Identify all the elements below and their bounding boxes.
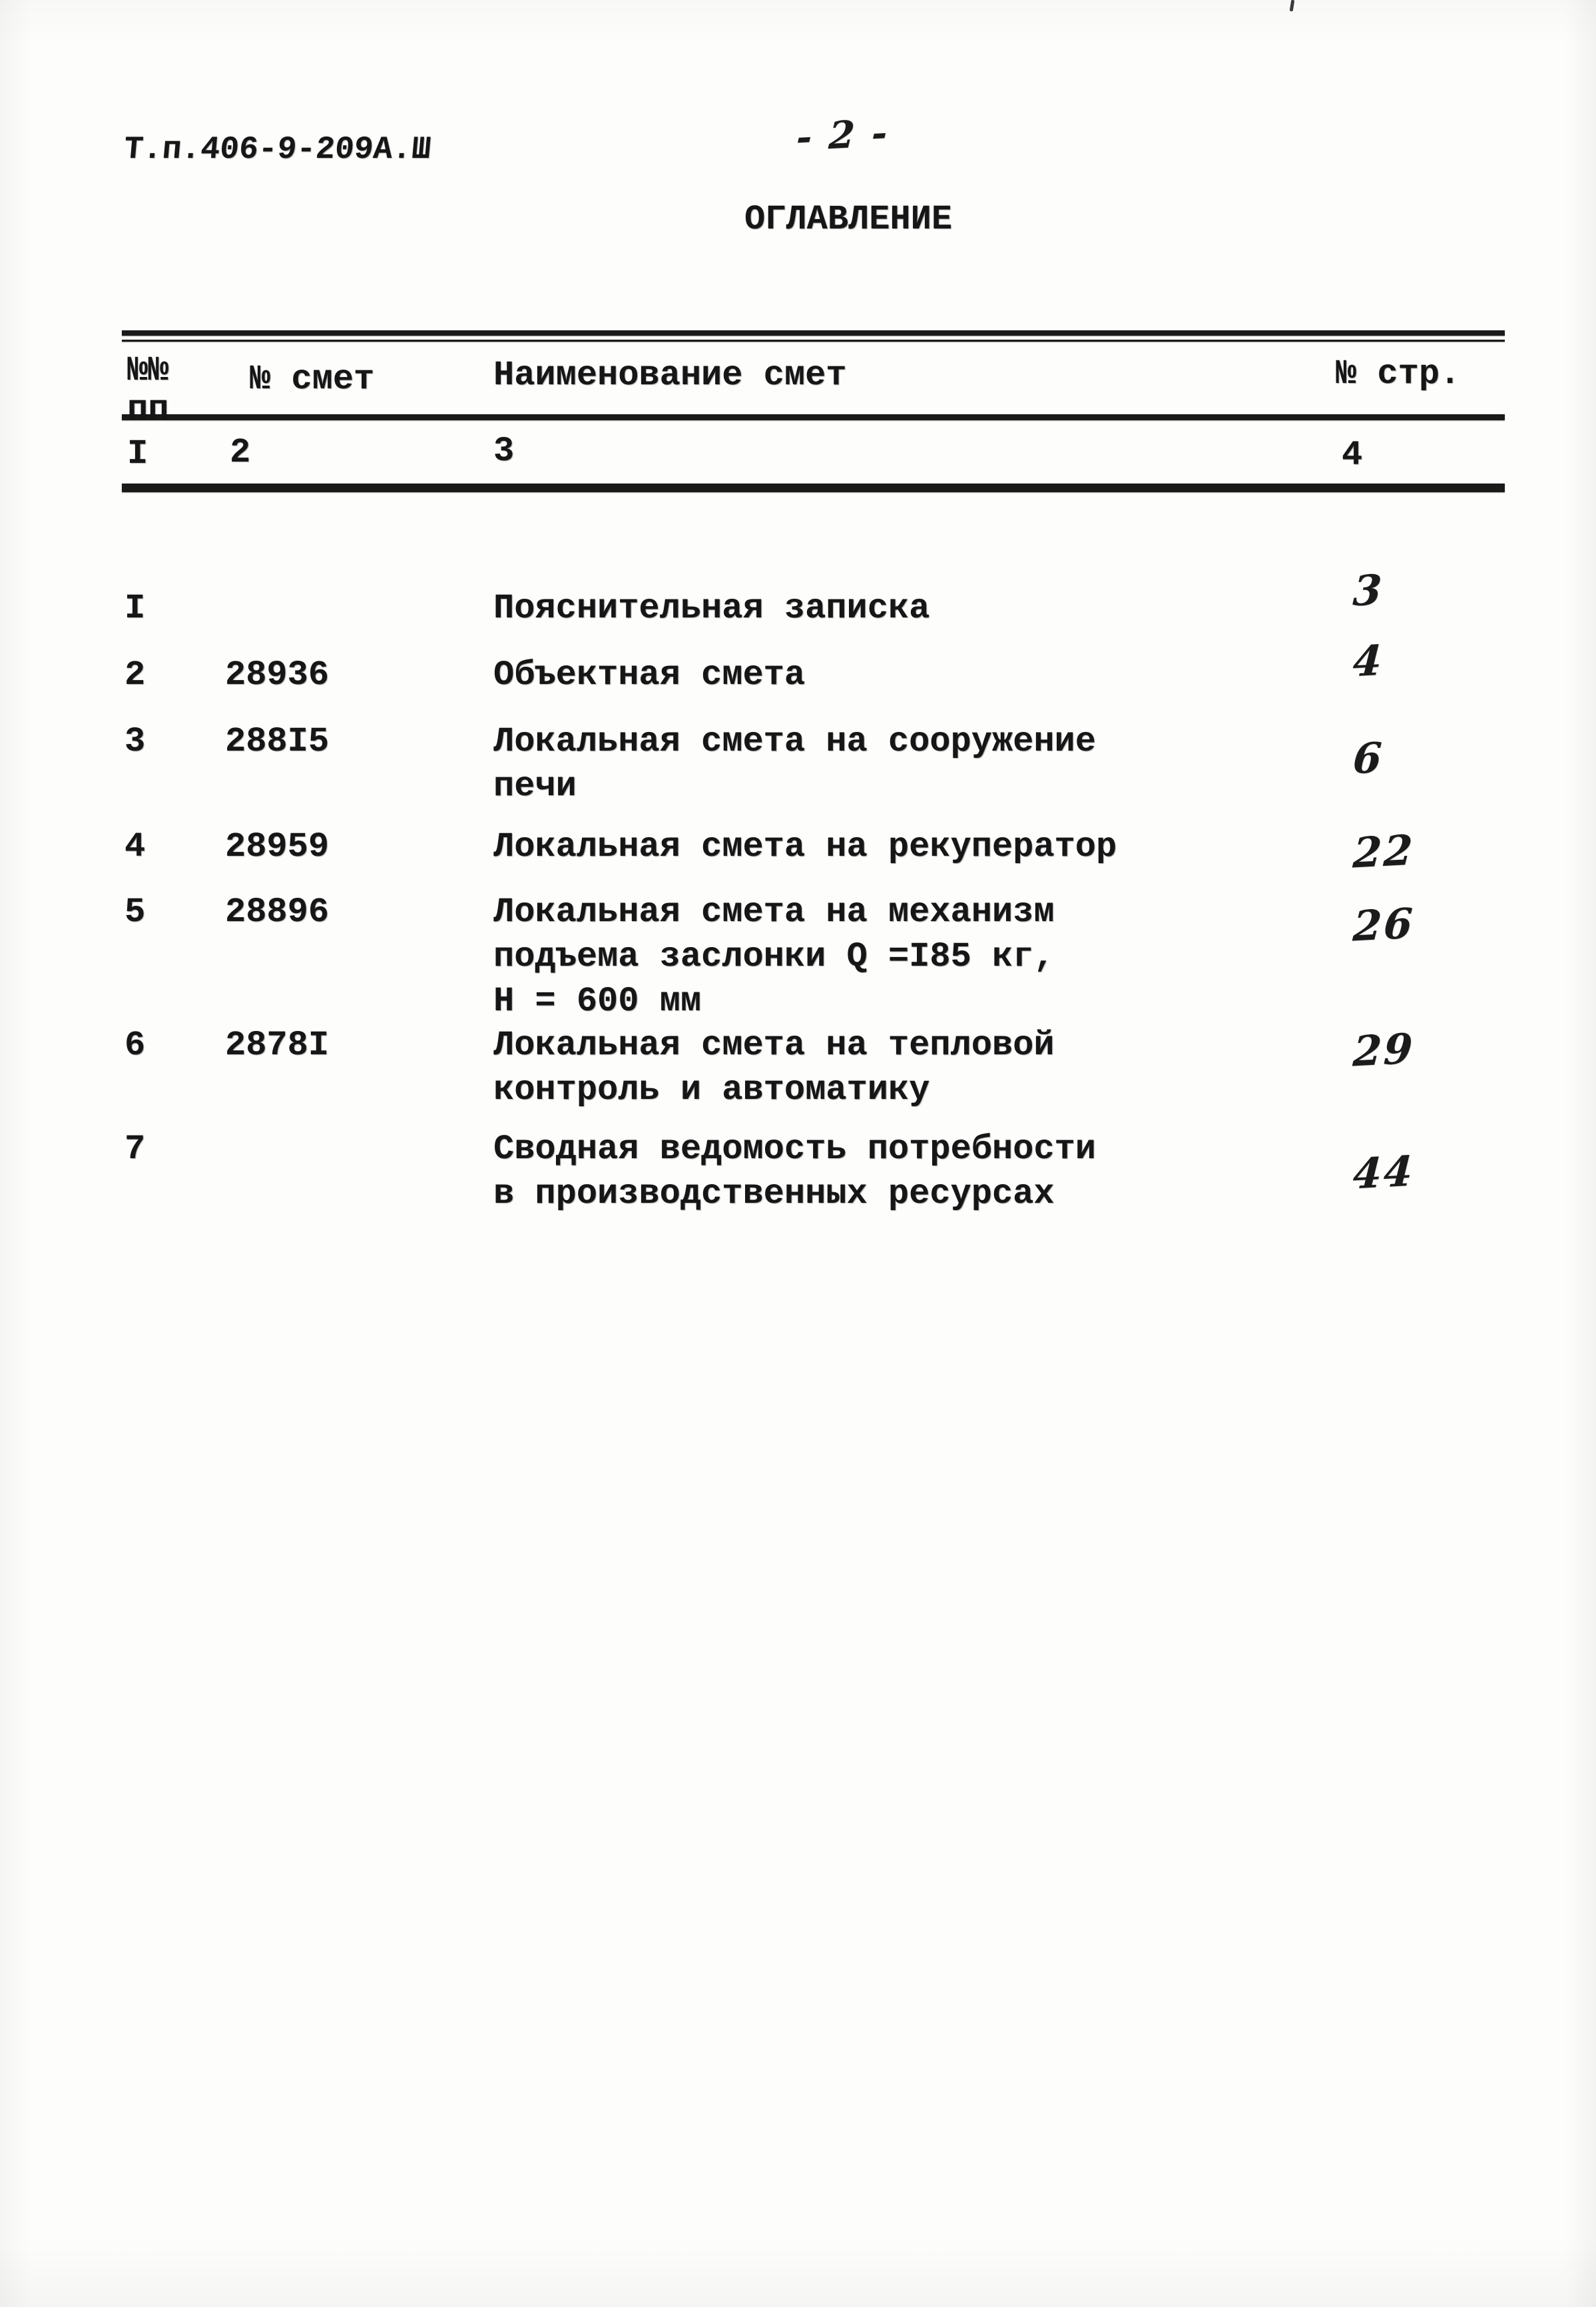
estimate-name: Локальная смета на тепловой контроль и автоматику — [493, 1026, 1055, 1110]
estimate-name: Объектная смета — [493, 655, 806, 695]
page-ref: 3 — [1352, 565, 1386, 616]
row-number: 5 — [125, 892, 146, 932]
page-ref: 4 — [1352, 635, 1386, 687]
estimate-number: 28896 — [225, 892, 330, 932]
scan-artifact-mark — [1290, 0, 1295, 11]
doc-code: Т.п.406-9-209А.Ш — [122, 132, 433, 168]
column-number-4: 4 — [1342, 436, 1363, 475]
row-number: 7 — [125, 1130, 146, 1169]
estimate-number: 28936 — [225, 655, 330, 695]
column-number-2: 2 — [230, 433, 251, 472]
estimate-name: Локальная смета на сооружение печи — [493, 722, 1096, 806]
table-rule-top-thin — [122, 340, 1505, 342]
estimate-number: 2878I — [225, 1026, 330, 1065]
header-col-row-number: №№ пп — [127, 351, 169, 429]
estimate-name: Пояснительная записка — [493, 589, 930, 628]
row-number: 3 — [125, 722, 146, 761]
column-number-1: I — [127, 434, 148, 474]
table-rule-under-numbers — [122, 484, 1505, 492]
estimate-number: 288I5 — [225, 722, 330, 761]
header-col-page-number: № стр. — [1336, 354, 1461, 394]
page-ref: 26 — [1352, 898, 1416, 951]
header-col-estimate-number: № смет — [250, 360, 375, 399]
page-title: ОГЛАВЛЕНИЕ — [744, 200, 953, 239]
estimate-number: 28959 — [225, 827, 330, 866]
estimate-name: Сводная ведомость потребности в производственных ресурсах — [493, 1130, 1096, 1213]
table-rule-top — [122, 330, 1505, 336]
page-ref: 44 — [1352, 1146, 1416, 1199]
page-ref: 6 — [1352, 733, 1386, 784]
page-ref: 22 — [1352, 825, 1416, 878]
estimate-name: Локальная смета на механизм подъема заслонки Q =I85 кг, Н = 600 мм — [493, 892, 1055, 1021]
header-col-estimate-name: Наименование смет — [493, 356, 847, 395]
estimate-name: Локальная смета на рекуператор — [493, 827, 1117, 866]
table-rule-under-header — [122, 414, 1505, 420]
row-number: 2 — [125, 655, 146, 695]
column-number-3: 3 — [493, 432, 515, 471]
page-ref: 29 — [1352, 1024, 1416, 1076]
row-number: 6 — [125, 1026, 146, 1065]
row-number: I — [125, 589, 146, 628]
row-number: 4 — [125, 827, 146, 866]
page-number: - 2 - — [795, 111, 891, 160]
